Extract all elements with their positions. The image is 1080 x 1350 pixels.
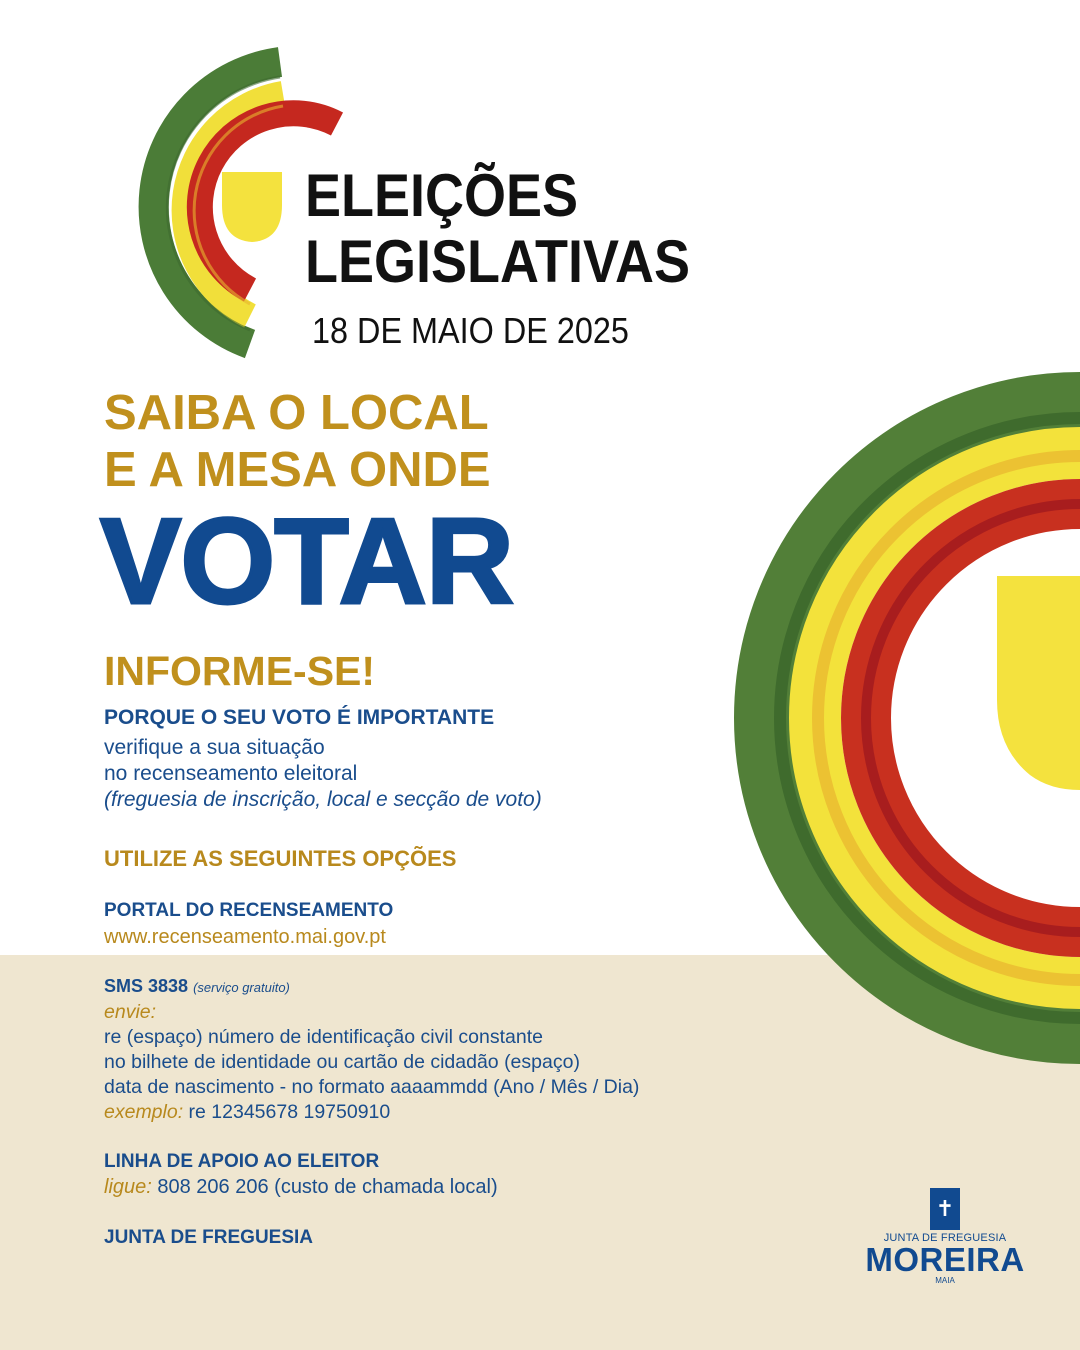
headline-votar: VOTAR [100, 493, 513, 629]
sms-example-value: re 12345678 19750910 [188, 1101, 391, 1123]
title-line-2: LEGISLATIVAS [305, 228, 691, 295]
headline-line-1: SAIBA O LOCAL [104, 386, 489, 440]
sms-example [104, 1100, 639, 1125]
portal-heading: PORTAL DO RECENSEAMENTO [104, 900, 394, 921]
logo-name: MOREIRA [865, 1241, 1025, 1278]
informe-heading: INFORME-SE! [104, 648, 376, 694]
title-line-1: ELEIÇÕES [305, 162, 579, 229]
sms-line-2: no bilhete de identidade ou cartão de cidadão (espaço) [104, 1051, 580, 1073]
sms-instructions [104, 1000, 639, 1125]
support-line-phone [104, 1176, 498, 1199]
headline-line-2: E A MESA ONDE [104, 443, 491, 497]
sms-number: SMS 3838 [104, 976, 189, 996]
verifique-note: (freguesia de inscrição, local e secção de voto) [104, 788, 542, 811]
page-title [305, 163, 690, 295]
verifique-line-2: no recenseamento eleitoral [104, 762, 358, 785]
porque-heading: PORQUE O SEU VOTO É IMPORTANTE [104, 706, 495, 729]
emblem-shield-icon [222, 172, 282, 242]
ligue-value: 808 206 206 (custo de chamada local) [157, 1176, 498, 1198]
verifique-block [104, 735, 542, 813]
moreira-logo [850, 1188, 1040, 1285]
cross-crest-icon: ✝ [930, 1188, 960, 1230]
verifique-line-1: verifique a sua situação [104, 736, 325, 759]
junta-heading: JUNTA DE FREGUESIA [104, 1227, 314, 1248]
large-shield-icon [997, 576, 1080, 790]
sms-note: (serviço gratuito) [193, 980, 290, 995]
logo-small-text: JUNTA DE FREGUESIA [883, 1232, 1007, 1244]
election-date: 18 DE MAIO DE 2025 [312, 310, 629, 351]
portal-url-link[interactable]: www.recenseamento.mai.gov.pt [104, 926, 386, 948]
sms-heading [104, 976, 290, 997]
ligue-label: ligue: [104, 1176, 152, 1198]
options-heading: UTILIZE AS SEGUINTES OPÇÕES [104, 846, 457, 871]
support-line-heading: LINHA DE APOIO AO ELEITOR [104, 1151, 380, 1172]
headline [104, 385, 491, 499]
sms-envie-label: envie: [104, 1001, 157, 1023]
sms-example-label: exemplo: [104, 1101, 184, 1123]
sms-line-1: re (espaço) número de identificação civil constante [104, 1026, 543, 1048]
sms-line-3: data de nascimento - no formato aaaammdd (Ano / Mês / Dia) [104, 1076, 640, 1098]
logo-sub: MAIA [935, 1276, 955, 1285]
